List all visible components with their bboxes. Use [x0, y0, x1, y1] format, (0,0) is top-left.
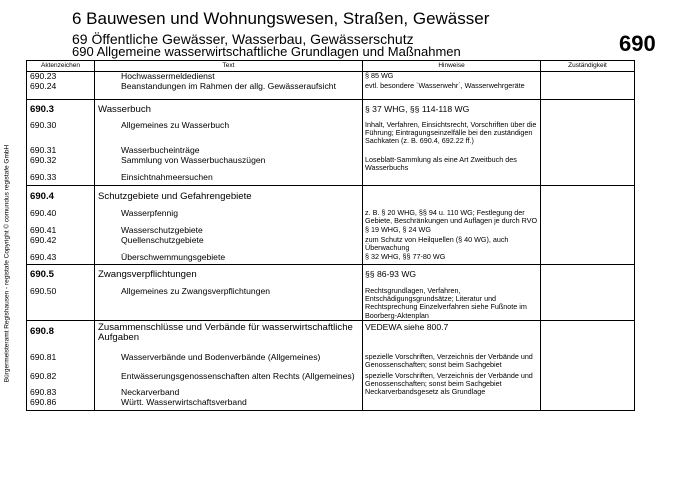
responsibility-cell	[541, 173, 635, 186]
file-code: 690.4	[27, 186, 95, 206]
file-code: 690.50	[27, 285, 95, 321]
file-note: § 85 WG	[363, 72, 541, 82]
responsibility-cell	[541, 321, 635, 349]
file-note: § 19 WHG, § 24 WG	[363, 226, 541, 236]
responsibility-cell	[541, 253, 635, 265]
table-row	[27, 226, 635, 236]
responsibility-cell	[541, 226, 635, 236]
file-note: evtl. besondere `Wasserwehr´, Wasserwehrgeräte	[363, 82, 541, 100]
file-code: 690.86	[27, 398, 95, 410]
responsibility-cell	[541, 370, 635, 389]
file-title: Einsichtnahmeersuchen	[95, 173, 363, 186]
column-header-text: Text	[95, 61, 363, 72]
responsibility-cell	[541, 398, 635, 410]
file-note	[363, 186, 541, 206]
file-title: Wasserbucheinträge	[95, 146, 363, 156]
section-heading: 690 Allgemeine wasserwirtschaftliche Grundlagen und Maßnahmen	[72, 44, 461, 59]
table-row	[27, 206, 635, 226]
chapter-heading: 6 Bauwesen und Wohnungswesen, Straßen, Gewässer	[72, 9, 490, 28]
copyright-side-text: Bürgermeisteramt Regishausen - registafe Copyright © comundus registafe GmbH	[3, 144, 11, 383]
file-code: 690.8	[27, 321, 95, 349]
file-title: Beanstandungen im Rahmen der allg. Gewässeraufsicht	[95, 82, 363, 100]
file-note: §§ 86-93 WG	[363, 265, 541, 285]
table-row	[27, 370, 635, 389]
file-note: VEDEWA siehe 800.7	[363, 321, 541, 349]
table-row	[27, 156, 635, 173]
responsibility-cell	[541, 72, 635, 82]
file-code: 690.83	[27, 388, 95, 398]
responsibility-cell	[541, 206, 635, 226]
file-code: 690.3	[27, 100, 95, 119]
table-row	[27, 398, 635, 410]
table-row	[27, 388, 635, 398]
file-code: 690.41	[27, 226, 95, 236]
file-code: 690.43	[27, 253, 95, 265]
file-note	[363, 398, 541, 410]
table-row	[27, 265, 635, 285]
file-code: 690.82	[27, 370, 95, 389]
file-title: Entwässerungsgenossenschaften alten Rechts (Allgemeines)	[95, 370, 363, 389]
file-note	[363, 173, 541, 186]
file-code: 690.5	[27, 265, 95, 285]
file-code: 690.42	[27, 236, 95, 253]
responsibility-cell	[541, 388, 635, 398]
table-header-row	[27, 61, 635, 72]
column-header-zustaendigkeit: Zuständigkeit	[541, 61, 635, 72]
file-note: § 32 WHG, §§ 77-80 WG	[363, 253, 541, 265]
file-note: Loseblatt-Sammlung als eine Art Zweitbuch des Wasserbuchs	[363, 156, 541, 173]
file-title: Wasserschutzgebiete	[95, 226, 363, 236]
file-note: § 37 WHG, §§ 114-118 WG	[363, 100, 541, 119]
file-plan-table	[26, 60, 635, 411]
file-title: Hochwassermeldedienst	[95, 72, 363, 82]
file-code: 690.23	[27, 72, 95, 82]
file-title: Zusammenschlüsse und Verbände für wasserwirtschaftliche Aufgaben	[95, 321, 363, 349]
file-title: Wasserpfennig	[95, 206, 363, 226]
file-note: spezielle Vorschriften, Verzeichnis der Verbände und Genossenschaften; sonst beim Sachgebiet	[363, 370, 541, 389]
table-row	[27, 173, 635, 186]
file-title: Allgemeines zu Wasserbuch	[95, 119, 363, 146]
file-note: spezielle Vorschriften, Verzeichnis der Verbände und Genossenschaften; sonst beim Sachgebiet	[363, 349, 541, 370]
table-row	[27, 321, 635, 349]
file-title: Überschwemmungsgebiete	[95, 253, 363, 265]
file-code: 690.81	[27, 349, 95, 370]
responsibility-cell	[541, 119, 635, 146]
responsibility-cell	[541, 146, 635, 156]
file-note: z. B. § 20 WHG, §§ 94 u. 110 WG; Festlegung der Gebiete, Beschränkungen und Auflagen je durch RVO	[363, 206, 541, 226]
file-code: 690.31	[27, 146, 95, 156]
file-code: 690.24	[27, 82, 95, 100]
responsibility-cell	[541, 100, 635, 119]
file-title: Schutzgebiete und Gefahrengebiete	[95, 186, 363, 206]
file-title: Wasserbuch	[95, 100, 363, 119]
file-code: 690.32	[27, 156, 95, 173]
table-row	[27, 186, 635, 206]
table-row	[27, 119, 635, 146]
responsibility-cell	[541, 156, 635, 173]
file-note: Neckarverbandsgesetz als Grundlage	[363, 388, 541, 398]
table-row	[27, 285, 635, 321]
file-title: Allgemeines zu Zwangsverpflichtungen	[95, 285, 363, 321]
file-note: Inhalt, Verfahren, Einsichtsrecht, Vorschriften über die Führung; Eintragungseinzelfälle bei den zuständigen Sachkaten (z. B. 690.4, 692.22 ff.)	[363, 119, 541, 146]
file-code: 690.30	[27, 119, 95, 146]
table-row	[27, 146, 635, 156]
column-header-aktenzeichen: Aktenzeichen	[27, 61, 95, 72]
file-title: Neckarverband	[95, 388, 363, 398]
file-code: 690.33	[27, 173, 95, 186]
file-title: Zwangsverpflichtungen	[95, 265, 363, 285]
file-title: Quellenschutzgebiete	[95, 236, 363, 253]
table-row	[27, 349, 635, 370]
table-row	[27, 253, 635, 265]
column-header-hinweise: Hinweise	[363, 61, 541, 72]
file-title: Württ. Wasserwirtschaftsverband	[95, 398, 363, 410]
table-row	[27, 82, 635, 100]
table-row	[27, 100, 635, 119]
group-heading: 69 Öffentliche Gewässer, Wasserbau, Gewässerschutz	[72, 31, 414, 47]
file-code: 690.40	[27, 206, 95, 226]
page-number: 690	[619, 31, 656, 56]
file-title: Sammlung von Wasserbuchauszügen	[95, 156, 363, 173]
file-title: Wasserverbände und Bodenverbände (Allgemeines)	[95, 349, 363, 370]
file-note: zum Schutz von Heilquellen (§ 40 WG), auch Überwachung	[363, 236, 541, 253]
file-note: Rechtsgrundlagen, Verfahren, Entschädigungsgrundsätze; Literatur und Rechtsprechung Einzelverfahren siehe Fußnote im Boorberg-Aktenplan	[363, 285, 541, 321]
responsibility-cell	[541, 265, 635, 285]
table-row	[27, 236, 635, 253]
responsibility-cell	[541, 186, 635, 206]
responsibility-cell	[541, 82, 635, 100]
responsibility-cell	[541, 349, 635, 370]
responsibility-cell	[541, 236, 635, 253]
responsibility-cell	[541, 285, 635, 321]
